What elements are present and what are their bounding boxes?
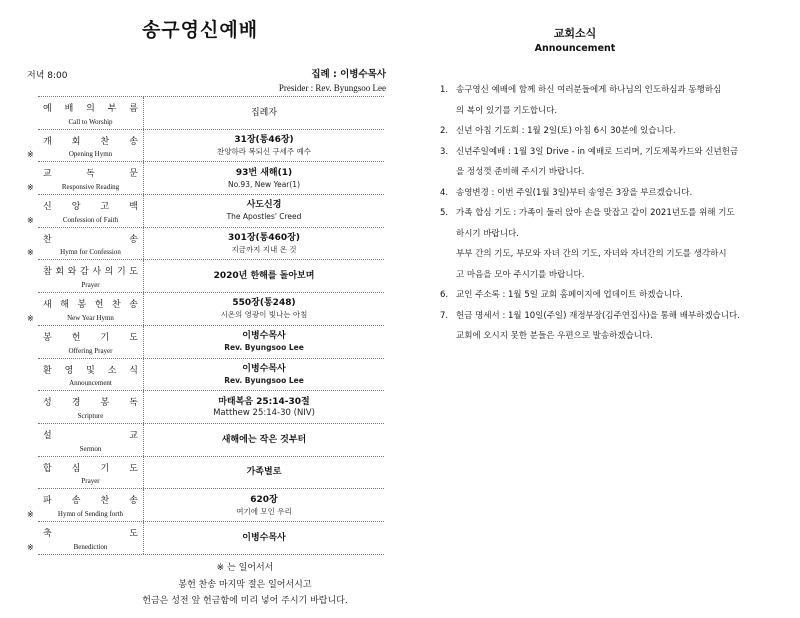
order-sub-text: Rev. Byungsoo Lee [224,343,304,353]
order-main-text: 이병수목사 [242,331,286,342]
order-label [38,293,144,325]
announcement-page [400,0,800,618]
announcement-line: 교회에 오시지 못한 분들은 우편으로 발송하겠습니다. [456,331,653,341]
order-content [144,97,384,129]
order-label-char: 합 [43,463,52,474]
order-label-english: Confession of Faith [62,215,119,224]
order-content [144,293,384,325]
order-label-char: 기 [100,463,110,474]
order-label [38,489,144,521]
order-label-char: 및 [86,365,95,376]
order-label-korean [38,526,143,538]
order-main-text: 이병수목사 [242,363,286,374]
order-label-char: 봉 [100,398,110,409]
order-label-korean [38,264,143,276]
order-label-korean [38,395,143,407]
order-label-char: 개 [43,136,52,147]
order-label-english: Prayer [81,281,100,290]
order-row [38,424,384,457]
announcement-line: 송영변경 : 이번 주일(1월 3일)부터 송영은 3장을 부르겠습니다. [456,187,693,198]
order-row [27,489,384,522]
footnote-line: 봉헌 찬송 마지막 절은 일어서시고 [178,579,312,590]
order-content [144,260,384,292]
stand-mark: ※ [27,542,34,552]
order-label-korean [38,428,143,440]
order-label [38,457,144,489]
order-label-char: 회 [71,136,81,147]
order-of-worship [27,96,384,555]
order-label-korean [38,461,143,473]
announcement-title-korean: 교회소식 [553,27,597,40]
order-content [144,391,384,423]
order-label-char: 심 [71,463,81,474]
order-label-char: 영 [64,365,74,376]
order-main-text: 새해에는 작은 것부터 [221,434,307,445]
order-content [144,489,384,521]
order-main-text: 93번 새해(1) [235,167,293,178]
announcement-line: 교인 주소록 : 1월 5일 교회 홈페이지에 업데이트 하겠습니다. [456,290,683,300]
announcement-number: 2. [440,126,449,136]
stand-mark: ※ [27,509,34,519]
announcement-line: 의 복이 있기를 기도합니다. [456,105,558,116]
order-label-char: 회 [55,267,65,278]
order-label [38,260,144,292]
order-sub-text: No.93, New Year(1) [227,179,300,189]
announcement-item [440,142,800,183]
announcement-item [440,80,800,121]
announcement-number: 7. [440,310,449,321]
order-label-char: 찬 [43,234,52,245]
order-row [38,97,384,130]
order-label-korean [38,101,143,113]
order-label [38,195,144,227]
order-label-char: 찬 [112,300,121,311]
announcement-line: 부부 간의 기도, 부모와 자녀 간의 기도, 자녀와 자녀간의 기도를 생각하시 [456,249,727,259]
order-main-text: 620장 [250,494,278,505]
order-label-korean [38,493,143,505]
announcement-line: 신년 아침 기도회 : 1월 2일(토) 아침 6시 30분에 있습니다. [456,126,676,136]
order-label-char: 도 [129,528,138,539]
announcement-line: 가족 합심 기도 : 가족이 둘러 앉아 손을 맞잡고 같이 2021년도를 위해 기도 [456,208,735,218]
order-sub-text: Rev. Byungsoo Lee [224,375,304,385]
order-row [38,359,384,392]
order-label-char: 도 [129,463,138,474]
order-label-char: 예 [43,104,52,114]
order-label-char: 감 [79,267,89,278]
order-label-char: 백 [129,202,138,213]
order-label-char: 해 [60,300,69,311]
order-label-english: Prayer [81,477,100,486]
announcement-line: 신년주일예배 : 1월 3일 Drive - in 예배로 드리며, 기도제목카드와 신년헌금 [456,146,739,157]
order-label-char: 경 [71,398,81,409]
footnote-line: ※ 는 일어서서 [216,563,274,573]
order-label-korean [38,232,143,244]
officiant-korean: 집례 : 이병수목사 [311,69,386,80]
order-row [27,130,384,163]
order-sub-text: 지금까지 지내 온 것 [231,245,297,255]
order-label [38,326,144,358]
order-label-char: 설 [43,430,52,441]
stand-mark: ※ [27,150,34,160]
order-row [38,326,384,359]
order-row [38,260,384,293]
order-label-char: 기 [100,332,110,343]
order-main-text: 마태복음 25:14-30절 [218,396,310,407]
order-content [144,195,384,227]
order-label [38,162,144,194]
footnote-line: 헌금은 성전 앞 헌금함에 미리 넣어 주시기 바랍니다. [142,596,348,606]
order-content [144,228,384,260]
order-label [38,97,144,129]
announcement-line: 을 정성껏 준비해 주시기 바랍니다. [456,167,585,177]
announcement-number: 1. [440,85,449,95]
order-label-char: 찬 [100,496,110,507]
order-main-text: 가족별로 [246,467,282,478]
announcement-line: 하시기 바랍니다. [456,228,519,239]
order-label-char: 고 [100,202,110,213]
order-label-korean [38,199,143,211]
order-content [144,522,384,554]
order-main-text: 사도신경 [246,200,282,211]
announcement-header [400,25,750,54]
order-label-english: New Year Hymn [67,313,114,322]
stand-mark: ※ [27,248,34,258]
order-sub-text: The Apostles' Creed [226,212,302,222]
order-label-char: 성 [43,398,52,409]
order-label-char: 환 [43,365,52,376]
announcement-number: 4. [440,187,449,198]
announcement-line: 고 마음을 모아 주시기를 바랍니다. [456,269,585,280]
order-main-text: 550장(통248) [232,298,296,309]
order-sub-text: 찬양하라 복되신 구세주 예수 [216,147,312,157]
order-content [144,326,384,358]
order-sub-text: 시온의 영광이 빛나는 아침 [220,310,308,320]
order-label-english: Announcement [69,379,112,388]
order-label [38,359,144,391]
order-sub-text: Matthew 25:14-30 (NIV) [213,407,315,418]
order-label-char: 새 [43,300,52,311]
order-label-english: Call to Worship [68,117,113,126]
order-label-char: 헌 [94,300,104,311]
order-label [38,391,144,423]
order-label-char: 송 [129,136,138,147]
order-label-korean [38,330,143,342]
order-label-english: Sermon [79,444,102,453]
order-label-english: Offering Prayer [68,346,113,355]
order-row [27,293,384,326]
order-label-char: 봉 [43,332,52,343]
order-label-english: Responsive Reading [61,183,120,192]
announcement-number: 3. [440,146,449,157]
order-row [27,228,384,261]
order-label-char: 독 [129,398,138,409]
page-title: 송구영신예배 [141,19,259,41]
announcement-number: 6. [440,290,449,300]
service-time: 저녁 8:00 [27,71,68,81]
order-label-char: 기 [116,267,126,278]
order-label-korean [38,134,143,146]
order-label-korean [38,166,143,178]
order-main-text: 집례자 [250,107,278,118]
order-label-char: 소 [107,365,117,376]
order-label-char: 문 [129,169,138,180]
order-label-char: 의 [104,267,114,278]
officiant [279,66,386,93]
order-label-char: 헌 [71,332,81,343]
order-label-char: 신 [43,202,52,213]
order-label-english: Benediction [73,542,108,551]
order-label-korean [38,363,143,375]
order-label-char: 파 [43,496,52,507]
order-label-char: 교 [129,430,138,441]
order-label-char: 앙 [71,202,81,213]
stand-mark: ※ [27,215,34,225]
announcement-item [440,285,800,306]
order-label-char: 축 [43,528,52,539]
order-row [27,162,384,195]
order-label [38,424,144,456]
announcement-line: 송구영신 예배에 함께 하신 여러분들에게 하나님의 인도하심과 동행하심 [456,85,722,95]
order-label-char: 교 [43,169,52,180]
officiant-english: Presider : Rev. Byungsoo Lee [278,83,386,93]
order-label-char: 의 [86,104,95,114]
order-main-text: 이병수목사 [242,532,286,543]
order-label-korean [38,297,143,309]
announcement-list [440,80,800,347]
order-label-char: 송 [71,496,81,507]
order-label-english: Hymn for Confession [60,248,121,257]
order-row [27,195,384,228]
order-content [144,457,384,489]
order-label-char: 봉 [77,300,87,311]
announcement-line: 헌금 명세서 : 1월 10일(주일) 재정부장(김주연집사)을 통해 배부하겠습니다. [456,310,740,321]
order-row [38,391,384,424]
order-label-char: 사 [92,267,102,278]
announcement-title-english: Announcement [534,43,616,54]
order-content [144,130,384,162]
order-label-char: 식 [129,365,138,376]
announcement-item [440,121,800,142]
order-content [144,162,384,194]
order-row [38,457,384,490]
order-label-char: 도 [129,267,138,278]
order-row [27,522,384,555]
order-label-char: 와 [67,267,77,278]
order-main-text: 31장(통46장) [234,135,294,146]
announcement-item [440,203,800,285]
announcement-item [440,183,800,204]
order-label [38,228,144,260]
order-label-char: 찬 [100,136,110,147]
order-label-char: 도 [129,332,138,343]
order-label-char: 름 [129,104,138,114]
order-label-english: Hymn of Sending forth [57,509,124,518]
order-content [144,424,384,456]
order-label-char: 독 [86,169,95,180]
order-label [38,522,144,554]
order-label-char: 송 [129,300,138,311]
order-label-english: Opening Hymn [68,150,113,159]
order-label-char: 송 [129,234,138,245]
announcement-item [440,306,800,347]
order-label [38,130,144,162]
stand-mark: ※ [27,183,34,193]
order-label-char: 송 [129,496,138,507]
order-label-english: Scripture [77,411,104,420]
order-label-char: 참 [43,267,52,278]
order-main-text: 2020년 한해를 돌아보며 [213,271,315,282]
order-content [144,359,384,391]
order-label-char: 배 [64,104,74,114]
order-sub-text: 여기에 모인 우리 [236,506,292,516]
order-label-char: 부 [107,104,117,114]
announcement-number: 5. [440,208,449,218]
stand-mark: ※ [27,313,34,323]
order-main-text: 301장(통460장) [228,233,300,244]
